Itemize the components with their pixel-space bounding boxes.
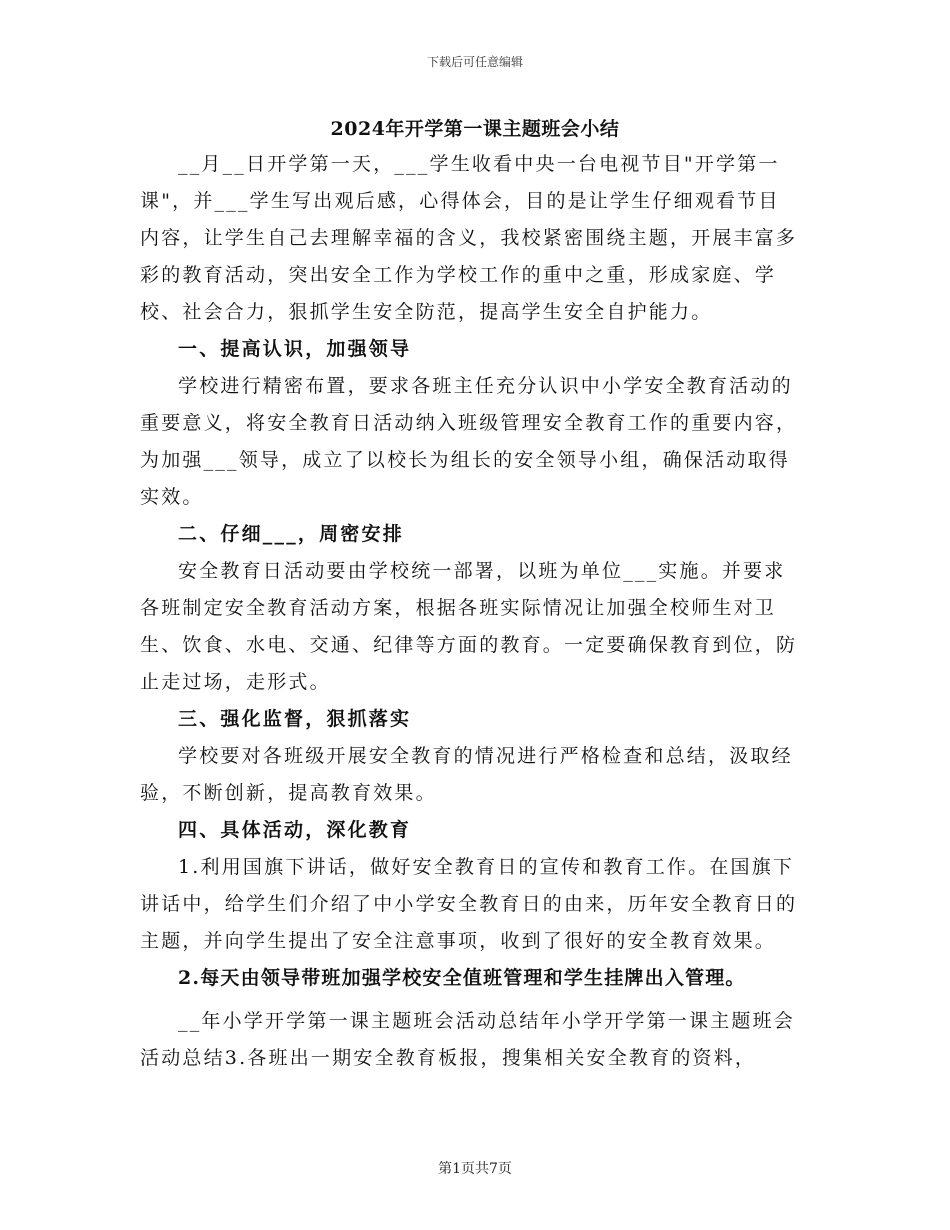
section-heading-1: 一、提高认识，加强领导	[178, 338, 412, 360]
document-title: 2024年开学第一课主题班会小结	[330, 118, 620, 140]
document-body	[140, 146, 800, 1077]
intro-paragraph: __月__日开学第一天，___学生收看中央一台电视节目"开学第一课"，并___学生写出观后感，心得体会，目的是让学生仔细观看节目内容，让学生自己去理解幸福的含义，我校紧密围绕主题，开展丰富多彩的教育活动，突出安全工作为学校工作的重中之重，形成家庭、学校、社会合力，狠抓学生安全防范，提高学生安全自护能力。	[140, 153, 798, 323]
activity-item-2: 2.每天由领导带班加强学校安全值班管理和学生挂牌出入管理。	[178, 967, 746, 989]
header-note: 下载后可任意编辑	[426, 55, 523, 69]
section-heading-4: 四、具体活动，深化教育	[178, 819, 412, 841]
section-text-3: 学校要对各班级开展安全教育的情况进行严格检查和总结，汲取经验，不断创新，提高教育效果。	[140, 745, 793, 804]
section-text-1: 学校进行精密布置，要求各班主任充分认识中小学安全教育活动的重要意义，将安全教育日活动纳入班级管理安全教育工作的重要内容，为加强___领导，成立了以校长为组长的安全领导小组，确保活动取得实效。	[140, 375, 798, 508]
tail-paragraph: __年小学开学第一课主题班会活动总结年小学开学第一课主题班会活动总结3.各班出一期安全教育板报，搜集相关安全教育的资料，	[140, 1010, 796, 1069]
section-text-4: 1.利用国旗下讲话，做好安全教育日的宣传和教育工作。在国旗下讲话中，给学生们介绍了中小学安全教育日的由来，历年安全教育日的主题，并向学生提出了安全注意事项，收到了很好的安全教育效果。	[140, 856, 798, 952]
page-number: 第1页共7页	[438, 1161, 512, 1177]
section-heading-2: 二、仔细___，周密安排	[178, 523, 404, 545]
section-text-2: 安全教育日活动要由学校统一部署，以班为单位___实施。并要求各班制定安全教育活动方案，根据各班实际情况让加强全校师生对卫生、饮食、水电、交通、纪律等方面的教育。一定要确保教育到位，防止走过场，走形式。	[140, 560, 798, 693]
section-heading-3: 三、强化监督，狠抓落实	[178, 708, 412, 730]
